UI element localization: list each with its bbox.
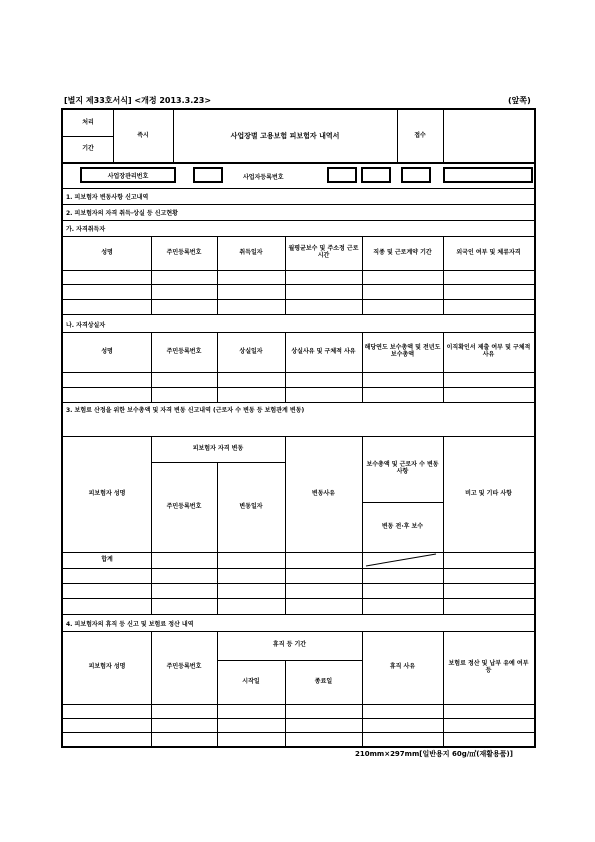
- reg-box-3[interactable]: [401, 167, 431, 183]
- table-b-header-name: 성명: [101, 347, 113, 355]
- period-label: 기간: [82, 144, 94, 152]
- table-a-header-id: 주민등록번호: [166, 248, 202, 256]
- table-c-header-pay-top: 보수총액 및 근로자 수 변동 사항: [366, 461, 439, 475]
- form-title: 사업장별 고용보험 피보험자 내역서: [230, 131, 340, 140]
- table-c-header-date: 변동일자: [239, 502, 263, 510]
- table-c-header-reason: 변동사유: [311, 489, 336, 497]
- table-d-header-id: 주민등록번호: [166, 663, 202, 671]
- section-4-title: 4. 피보험자의 휴직 등 신고 및 보험료 정산 내역: [66, 621, 194, 628]
- header-left: [별지 제33호서식] <개정 2013.3.23>: [64, 96, 212, 105]
- table-c-total-label: 합계: [101, 555, 113, 563]
- table-d-header-end: 종료일: [314, 677, 333, 685]
- table-d-header-reason: 휴직 사유: [389, 663, 416, 671]
- table-a-header-foreign: 외국인 여부 및 체류자격: [456, 248, 521, 256]
- reg-box-4[interactable]: [443, 167, 533, 183]
- table-b-header-reason: 상실사유 및 구체적 사유: [291, 347, 356, 355]
- header-right: (앞쪽): [508, 96, 531, 105]
- biz-number-box[interactable]: [193, 167, 223, 183]
- form: [61, 108, 536, 748]
- table-b-header-cert: 이직확인서 제출 여부 및 구체적 사유: [446, 344, 531, 358]
- receipt-label: 접수: [414, 131, 426, 139]
- table-d-header-start: 시작일: [242, 677, 260, 685]
- section-1-title: 1. 피보험자 변동사항 신고내역: [66, 194, 149, 201]
- table-c-header-name: 피보험자 성명: [88, 489, 126, 497]
- table-d-header-name: 피보험자 성명: [88, 663, 126, 671]
- reg-box-1[interactable]: [327, 167, 357, 183]
- processing-label: 처리: [82, 118, 94, 126]
- table-b-header-pay: 해당연도 보수총액 및 전년도 보수총액: [364, 344, 441, 358]
- table-b-header-date: 상실일자: [239, 347, 263, 355]
- table-a-header-name: 성명: [101, 248, 113, 256]
- footer-paper-size: 210mm×297mm[일반용지 60g/㎡(재활용품)]: [355, 750, 513, 758]
- reg-box-2[interactable]: [361, 167, 391, 183]
- section-3-title: 3. 보험료 산정을 위한 보수총액 및 자격 변동 신고내역 (근로자 수 변동 등 보험관계 변동): [66, 407, 305, 414]
- table-c-header-note: 비고 및 기타 사항: [465, 489, 512, 497]
- table-b-header-id: 주민등록번호: [166, 347, 202, 355]
- biz-reg-label: 사업자등록번호: [243, 174, 284, 181]
- table-c-header-group: 피보험자 자격 변동: [192, 444, 244, 452]
- table-a-header-pay: 월평균보수 및 주소정 근로시간: [288, 245, 359, 259]
- table-d-header-settle: 보험료 정산 및 납부 유예 여부 등: [448, 659, 529, 674]
- diagonal-line: [362, 552, 443, 568]
- table-d-header-group: 휴직 등 기간: [272, 641, 307, 649]
- biz-number-label: 사업장관리번호: [80, 167, 176, 183]
- table-c-header-pay-bottom: 변동 전·후 보수: [381, 522, 424, 530]
- sub-b-title: 나. 자격상실자: [66, 322, 106, 329]
- table-a-header-date: 취득일자: [239, 248, 263, 256]
- table-c-header-id: 주민등록번호: [166, 502, 202, 510]
- table-a-header-job: 직종 및 근로계약 기간: [373, 248, 432, 256]
- sub-a-title: 가. 자격취득자: [66, 226, 106, 233]
- section-2-title: 2. 피보험자의 자격 취득·상실 등 신고현황: [66, 210, 178, 217]
- immediate-label: 즉시: [137, 131, 149, 139]
